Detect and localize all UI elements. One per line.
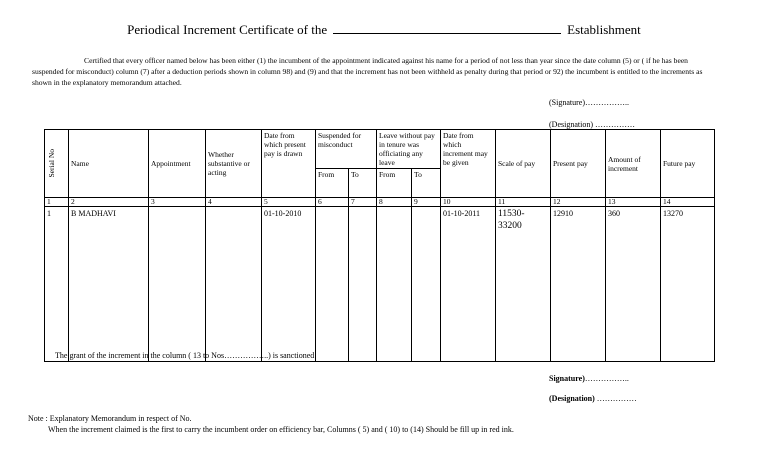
- certification-text: Certified that every officer named below has been either (1) the incumbent of the appointment indicated against his name for a period of not less than year since the date column (5) or ( if he has been suspended for misconduct) column (7) after a deduction periods shown in column 98) and (9) and that the increment has not been withheld as penalty during that period or 92) the incumbent is entitled to the increments as shown in the explanatory memorandum attached.: [32, 56, 703, 87]
- designation-top: (Designation) ……………: [549, 120, 635, 129]
- designation-bottom: [549, 394, 637, 403]
- colnum: 1: [45, 198, 69, 207]
- header-susp-to: To: [349, 169, 377, 198]
- page-title: [0, 22, 768, 38]
- header-future-pay: Future pay: [661, 130, 715, 198]
- signature-dots: ……………..: [584, 374, 629, 383]
- header-present-pay: Present pay: [551, 130, 606, 198]
- colnum: 14: [661, 198, 715, 207]
- note-line-1: Note : Explanatory Memorandum in respect of No.: [28, 414, 192, 423]
- header-leave-from: From: [377, 169, 412, 198]
- cell-amount: 360: [606, 207, 661, 362]
- cell-increment-date: 01-10-2011: [441, 207, 496, 362]
- header-suspended: Suspended for misconduct: [316, 130, 377, 169]
- cell-leave-from: [377, 207, 412, 362]
- signature-top: (Signature)……………..: [549, 98, 629, 107]
- cell-date-from: 01-10-2010: [262, 207, 316, 362]
- colnum: 5: [262, 198, 316, 207]
- header-date-from: Date from which present pay is drawn: [262, 130, 316, 198]
- header-name: Name: [69, 130, 149, 198]
- cell-serial: 1: [45, 207, 69, 362]
- header-leave-to: To: [412, 169, 441, 198]
- colnum: 4: [206, 198, 262, 207]
- designation-dots: ……………: [596, 394, 637, 403]
- colnum: 3: [149, 198, 206, 207]
- cell-leave-to: [412, 207, 441, 362]
- cell-future-pay: 13270: [661, 207, 715, 362]
- colnum: 9: [412, 198, 441, 207]
- colnum: 2: [69, 198, 149, 207]
- colnum: 12: [551, 198, 606, 207]
- colnum: 7: [349, 198, 377, 207]
- designation-label: (Designation): [549, 394, 595, 403]
- column-number-row: [45, 198, 715, 207]
- table-row: [45, 207, 715, 362]
- header-row: [45, 130, 715, 169]
- header-susp-from: From: [316, 169, 349, 198]
- cell-name: B MADHAVI: [69, 207, 149, 362]
- header-leave: Leave without pay in tenure was officiating any leave: [377, 130, 441, 169]
- colnum: 13: [606, 198, 661, 207]
- header-appointment: Appointment: [149, 130, 206, 198]
- title-blank-line: [333, 22, 561, 34]
- note-line-2: When the increment claimed is the first to carry the incumbent order on efficiency bar, Columns ( 5) and ( 10) to (14) Should be fill up in red ink.: [48, 425, 514, 434]
- cell-substantive: [206, 207, 262, 362]
- header-increment-date: Date from which increment may be given: [441, 130, 496, 198]
- colnum: 6: [316, 198, 349, 207]
- header-amount: Amount of increment: [606, 130, 661, 198]
- colnum: 11: [496, 198, 551, 207]
- cell-susp-from: [316, 207, 349, 362]
- cell-present-pay: 12910: [551, 207, 606, 362]
- header-substantive: Whether substantive or acting: [206, 130, 262, 198]
- colnum: 10: [441, 198, 496, 207]
- title-prefix: Periodical Increment Certificate of the: [127, 22, 328, 37]
- cell-scale: 11530-33200: [496, 207, 551, 362]
- grant-text: The grant of the increment in the column ( 13 to Nos……………..) is sanctioned: [55, 351, 315, 360]
- signature-label: Signature): [549, 374, 585, 383]
- title-suffix: Establishment: [567, 22, 641, 37]
- cell-appointment: [149, 207, 206, 362]
- colnum: 8: [377, 198, 412, 207]
- cell-susp-to: [349, 207, 377, 362]
- signature-bottom: [549, 374, 629, 383]
- header-serial: Serial No: [45, 130, 69, 198]
- increment-table: [44, 129, 715, 362]
- header-scale: Scale of pay: [496, 130, 551, 198]
